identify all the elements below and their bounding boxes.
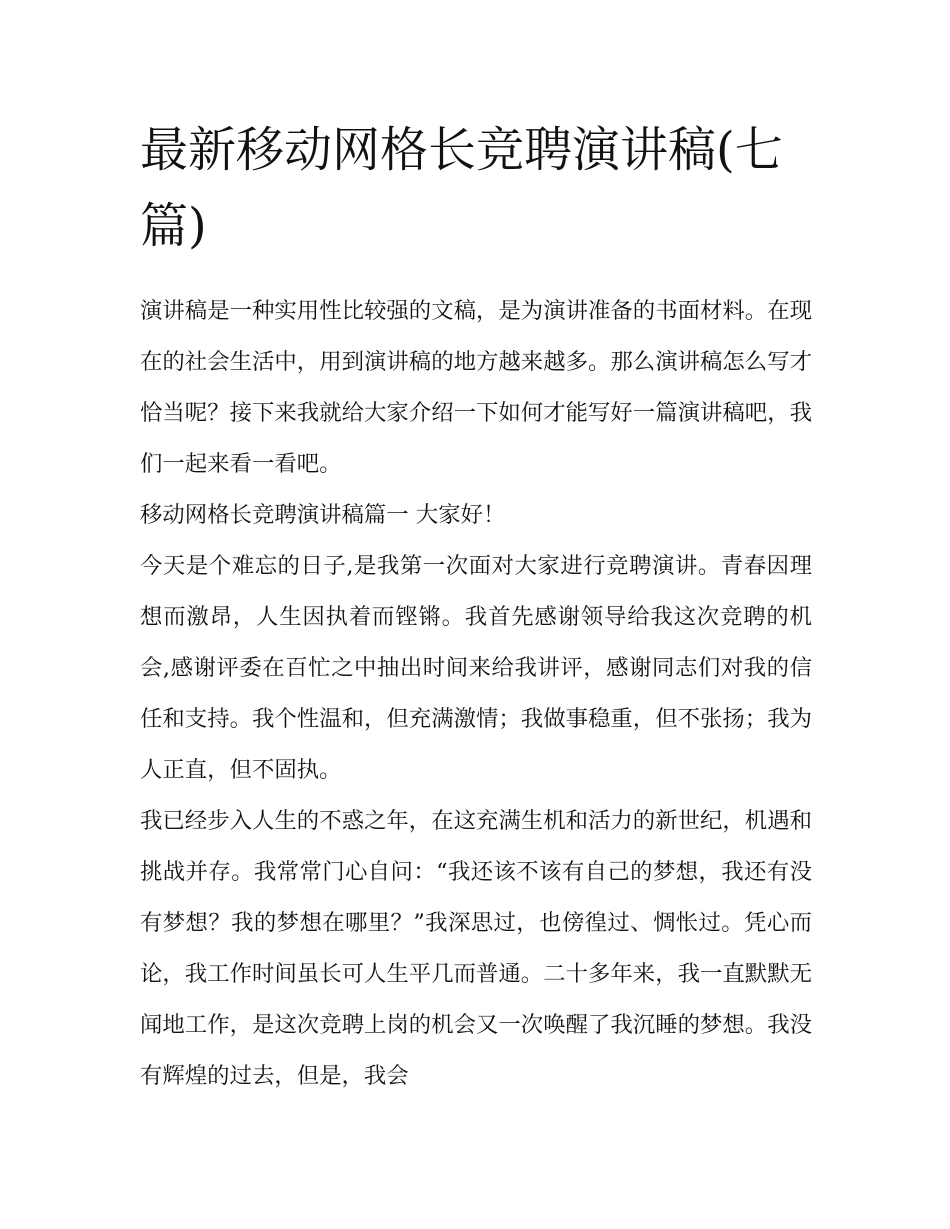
paragraph-reflection: 我已经步入人生的不惑之年，在这充满生机和活力的新世纪，机遇和挑战并存。我常常门心自问：“我还该不该有自己的梦想，我还有没有梦想？我的梦想在哪里？”我深思过，也傍徨过、惆怅过。凭心而论，我工作时间虽长可人生平几而普通。二十多年来，我一直默默无闻地工作，是这次竞聘上岗的机会又一次唤醒了我沉睡的梦想。我没有辉煌的过去，但是，我会: [140, 808, 812, 1089]
paragraph-intro: 演讲稿是一种实用性比较强的文稿，是为演讲准备的书面材料。在现在的社会生活中，用到演讲稿的地方越来越多。那么演讲稿怎么写才恰当呢？接下来我就给大家介绍一下如何才能写好一篇演讲稿吧，我们一起来看一看吧。: [140, 298, 812, 477]
document-title: 最新移动网格长竞聘演讲稿(七篇): [140, 122, 783, 254]
paragraph-opening: 今天是个难忘的日子,是我第一次面对大家进行竞聘演讲。青春因理想而激昂，人生因执着而铿锵。我首先感谢领导给我这次竞聘的机会,感谢评委在百忙之中抽出时间来给我讲评，感谢同志们对我的信任和支持。我个性温和，但充满激情；我做事稳重，但不张扬；我为人正直，但不固执。: [140, 553, 812, 783]
paragraph-section-heading: 移动网格长竞聘演讲稿篇一 大家好！: [140, 502, 506, 528]
document-page: [140, 112, 812, 1102]
document-body: [140, 286, 812, 1102]
